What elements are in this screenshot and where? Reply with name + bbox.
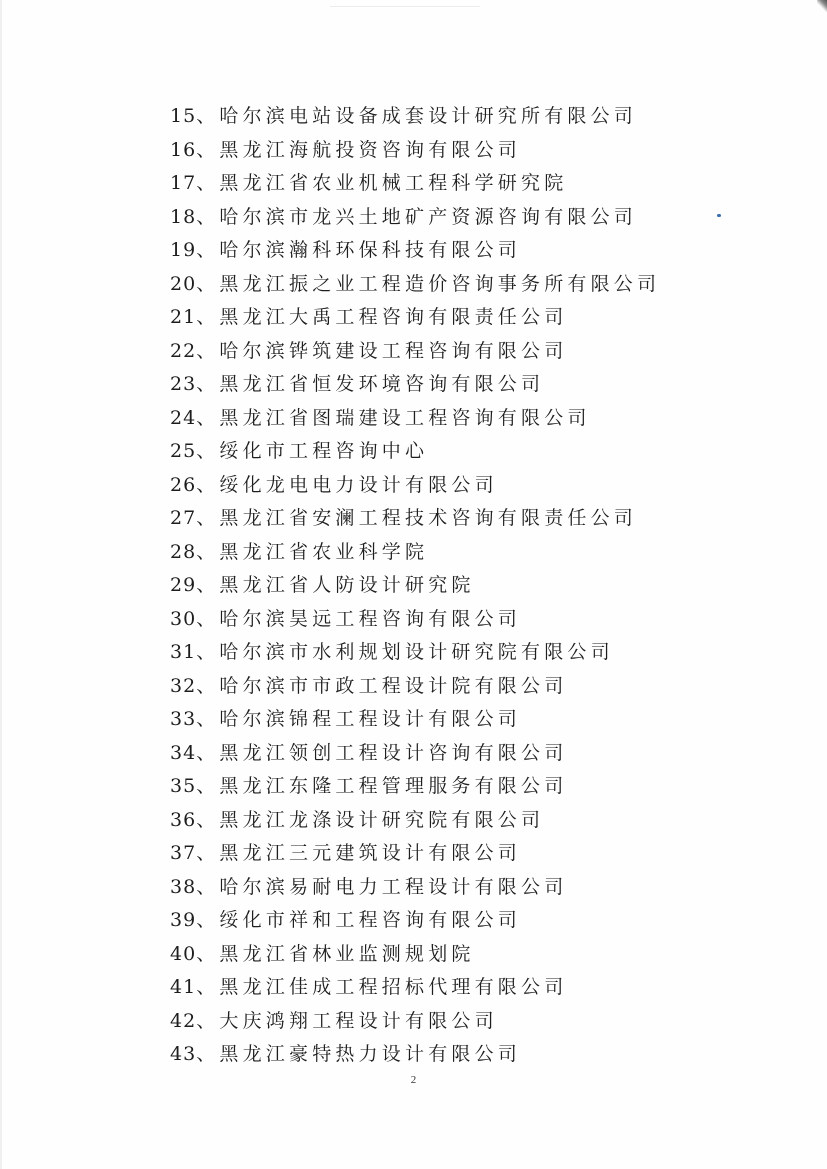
company-name: 绥化市祥和工程咨询有限公司 — [219, 909, 521, 931]
company-list-item — [170, 703, 660, 737]
company-list-item — [170, 770, 660, 804]
company-name: 黑龙江佳成工程招标代理有限公司 — [219, 976, 568, 998]
company-name: 黑龙江省恒发环境咨询有限公司 — [219, 373, 545, 395]
item-number: 29 — [170, 574, 197, 596]
item-number: 31 — [170, 641, 197, 663]
company-name: 黑龙江省农业科学院 — [219, 540, 429, 563]
item-separator: 、 — [196, 473, 220, 496]
item-number: 21 — [170, 306, 197, 328]
item-separator: 、 — [196, 1043, 220, 1065]
company-list-item — [170, 569, 660, 603]
item-number: 30 — [170, 607, 197, 630]
item-number: 33 — [170, 708, 197, 730]
item-separator: 、 — [196, 406, 220, 429]
company-list-item — [170, 335, 660, 369]
company-list-item — [170, 737, 660, 771]
item-number: 28 — [170, 540, 197, 563]
company-name: 哈尔滨瀚科环保科技有限公司 — [219, 239, 521, 261]
company-name: 哈尔滨昊远工程咨询有限公司 — [219, 607, 521, 630]
item-separator: 、 — [196, 540, 220, 563]
company-name: 黑龙江东隆工程管理服务有限公司 — [219, 775, 568, 797]
company-list-item — [170, 502, 660, 536]
item-separator: 、 — [196, 507, 220, 529]
item-number: 32 — [170, 674, 197, 697]
company-name: 黑龙江省安澜工程技术咨询有限责任公司 — [219, 507, 637, 529]
company-list-item — [170, 636, 660, 670]
page-number: 2 — [410, 1074, 417, 1086]
item-separator: 、 — [196, 339, 220, 362]
company-name: 黑龙江振之业工程造价咨询事务所有限公司 — [219, 272, 661, 295]
company-name: 黑龙江大禹工程咨询有限责任公司 — [219, 306, 568, 328]
item-separator: 、 — [196, 440, 220, 462]
scan-corner-shadow — [817, 0, 827, 12]
company-list-item — [170, 201, 660, 235]
company-list-item — [170, 1038, 660, 1072]
company-name: 哈尔滨电站设备成套设计研究所有限公司 — [219, 105, 637, 127]
company-list-item — [170, 938, 660, 972]
company-name: 黑龙江海航投资咨询有限公司 — [219, 138, 521, 161]
company-name: 绥化龙电电力设计有限公司 — [219, 473, 498, 496]
item-number: 38 — [170, 875, 197, 898]
item-separator: 、 — [196, 708, 220, 730]
item-separator: 、 — [196, 607, 220, 630]
item-separator: 、 — [196, 239, 220, 261]
company-list-item — [170, 134, 660, 168]
item-number: 18 — [170, 205, 197, 228]
item-separator: 、 — [196, 842, 220, 864]
company-list-item — [170, 971, 660, 1005]
scan-top-mark — [330, 6, 480, 7]
company-name: 哈尔滨易耐电力工程设计有限公司 — [219, 875, 568, 898]
company-name: 黑龙江领创工程设计咨询有限公司 — [219, 741, 568, 764]
company-list-item — [170, 268, 660, 302]
item-number: 43 — [170, 1043, 197, 1065]
company-name: 绥化市工程咨询中心 — [219, 440, 429, 462]
item-number: 39 — [170, 909, 197, 931]
item-number: 35 — [170, 775, 197, 797]
item-number: 42 — [170, 1009, 197, 1032]
company-name: 哈尔滨市龙兴土地矿产资源咨询有限公司 — [219, 205, 637, 228]
item-separator: 、 — [196, 172, 220, 194]
company-name: 黑龙江龙涤设计研究院有限公司 — [219, 808, 545, 831]
company-list-item — [170, 435, 660, 469]
item-separator: 、 — [196, 808, 220, 831]
item-number: 24 — [170, 406, 197, 429]
company-list-item — [170, 234, 660, 268]
company-list-item — [170, 469, 660, 503]
item-separator: 、 — [196, 942, 220, 965]
company-name: 哈尔滨锦程工程设计有限公司 — [219, 708, 521, 730]
item-number: 17 — [170, 172, 197, 194]
company-list-item — [170, 100, 660, 134]
item-number: 23 — [170, 373, 197, 395]
company-name: 黑龙江省图瑞建设工程咨询有限公司 — [219, 406, 591, 429]
item-separator: 、 — [196, 909, 220, 931]
item-number: 15 — [170, 105, 197, 127]
company-list-item — [170, 670, 660, 704]
company-name: 大庆鸿翔工程设计有限公司 — [219, 1009, 498, 1032]
company-name: 黑龙江三元建筑设计有限公司 — [219, 842, 521, 864]
company-list-item — [170, 1005, 660, 1039]
company-name: 哈尔滨市水利规划设计研究院有限公司 — [219, 641, 614, 663]
company-list-item — [170, 402, 660, 436]
item-number: 20 — [170, 272, 197, 295]
company-list-item — [170, 167, 660, 201]
item-separator: 、 — [196, 272, 220, 295]
company-list-item — [170, 301, 660, 335]
item-number: 16 — [170, 138, 197, 161]
item-number: 19 — [170, 239, 197, 261]
blue-ink-dot — [717, 214, 721, 217]
item-number: 40 — [170, 942, 197, 965]
item-separator: 、 — [196, 105, 220, 127]
company-list-item — [170, 368, 660, 402]
item-number: 41 — [170, 976, 197, 998]
company-name: 黑龙江省人防设计研究院 — [219, 574, 475, 596]
item-separator: 、 — [196, 741, 220, 764]
item-separator: 、 — [196, 875, 220, 898]
item-separator: 、 — [196, 1009, 220, 1032]
item-number: 27 — [170, 507, 197, 529]
item-number: 26 — [170, 473, 197, 496]
item-separator: 、 — [196, 306, 220, 328]
company-list — [170, 100, 660, 1072]
company-name: 哈尔滨铧筑建设工程咨询有限公司 — [219, 339, 568, 362]
company-name: 黑龙江豪特热力设计有限公司 — [219, 1043, 521, 1065]
company-name: 黑龙江省农业机械工程科学研究院 — [219, 172, 568, 194]
company-name: 哈尔滨市市政工程设计院有限公司 — [219, 674, 568, 697]
company-list-item — [170, 904, 660, 938]
item-number: 37 — [170, 842, 197, 864]
company-list-item — [170, 871, 660, 905]
item-number: 34 — [170, 741, 197, 764]
company-list-item — [170, 837, 660, 871]
item-separator: 、 — [196, 641, 220, 663]
company-list-item — [170, 536, 660, 570]
item-separator: 、 — [196, 138, 220, 161]
item-number: 36 — [170, 808, 197, 831]
item-number: 25 — [170, 440, 197, 462]
company-name: 黑龙江省林业监测规划院 — [219, 942, 475, 965]
company-list-item — [170, 804, 660, 838]
item-separator: 、 — [196, 775, 220, 797]
item-separator: 、 — [196, 976, 220, 998]
item-separator: 、 — [196, 373, 220, 395]
company-list-item — [170, 603, 660, 637]
item-number: 22 — [170, 339, 197, 362]
item-separator: 、 — [196, 674, 220, 697]
item-separator: 、 — [196, 574, 220, 596]
scan-edge-shadow — [0, 0, 2, 1169]
item-separator: 、 — [196, 205, 220, 228]
